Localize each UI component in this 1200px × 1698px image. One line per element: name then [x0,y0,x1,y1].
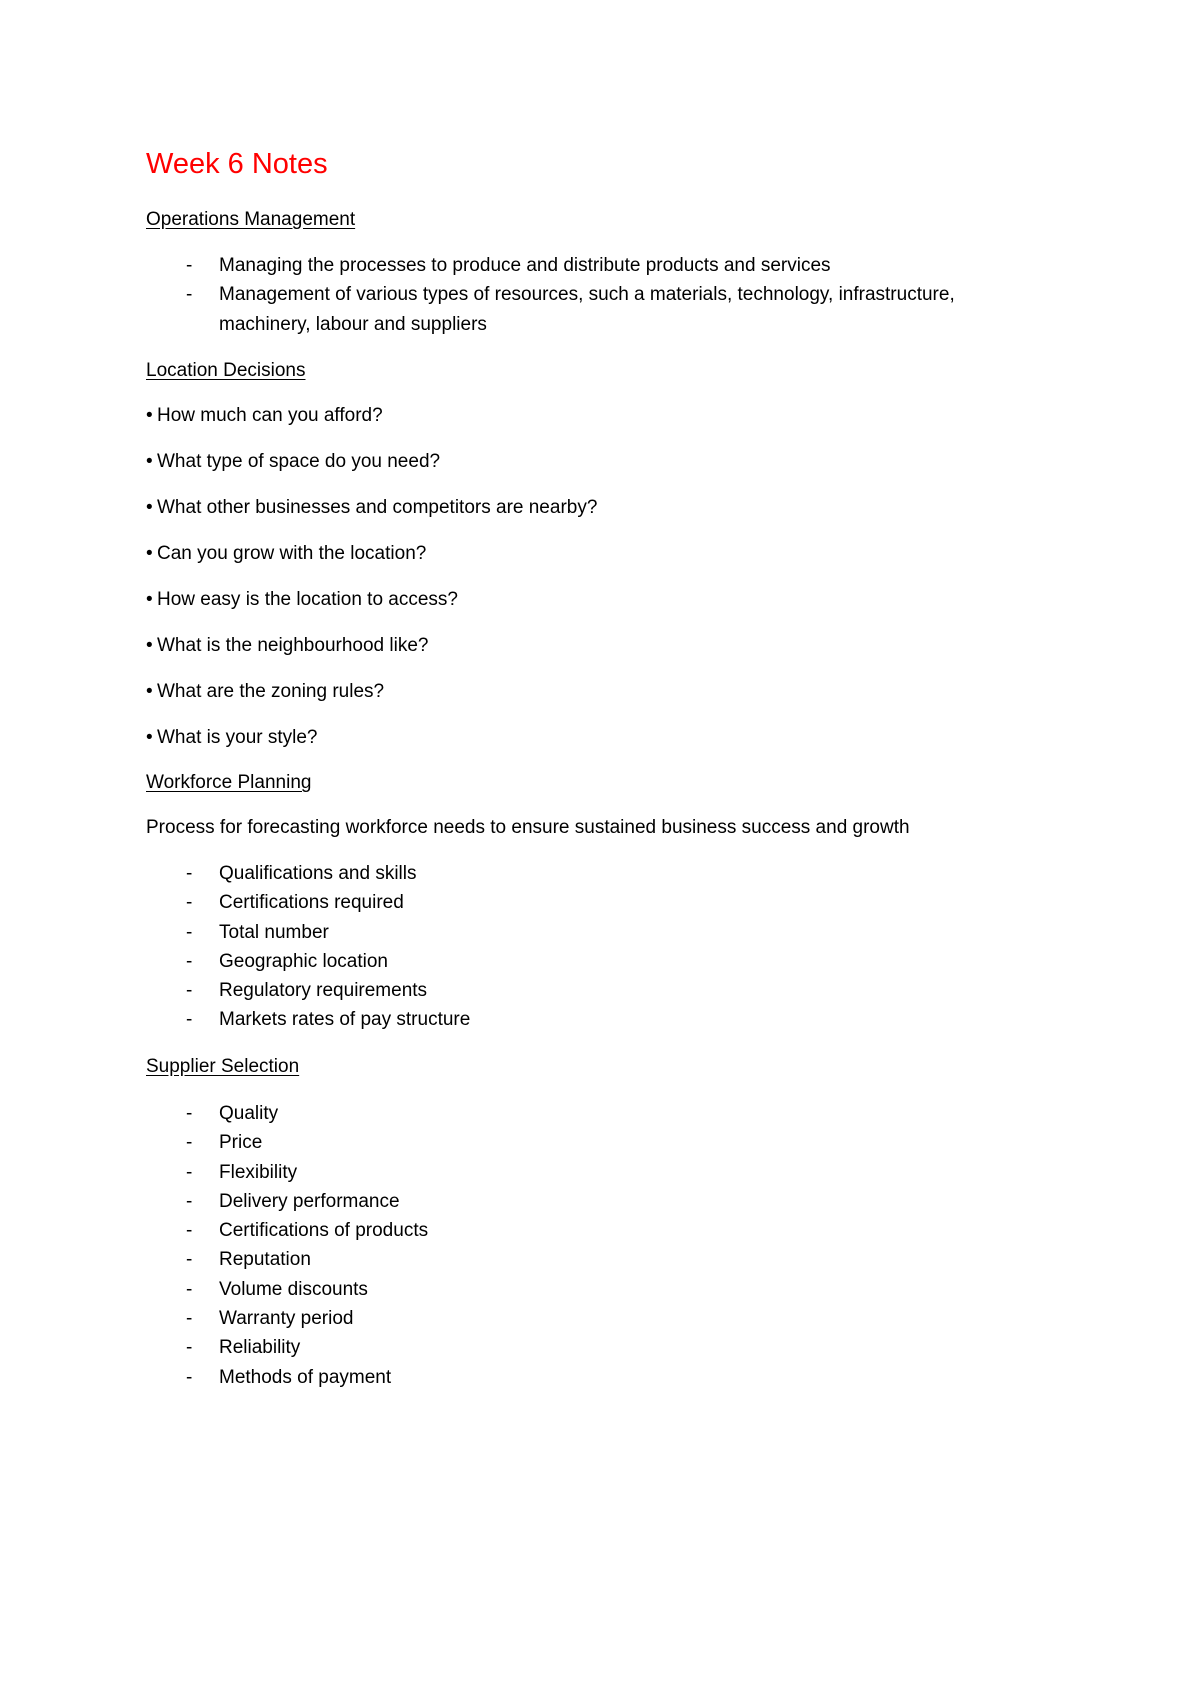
bullet-item-text: What are the zoning rules? [157,681,385,702]
bullet-item-text: How easy is the location to access? [157,589,458,610]
bullet-item [146,449,440,475]
list-item-text: Delivery performance [219,1190,400,1212]
dash-marker: - [186,892,193,914]
bullet-icon: • [146,635,153,656]
dash-marker: - [186,284,193,306]
dash-marker: - [186,1337,193,1359]
bullet-item-text: How much can you afford? [157,405,383,426]
heading-location-decisions: Location Decisions [146,360,306,381]
dash-marker: - [186,1132,193,1154]
list-item [146,1363,428,1392]
heading-workforce-planning: Workforce Planning [146,772,312,793]
dash-marker: - [186,863,193,884]
bullet-item [146,541,426,567]
bullet-item-text: What is the neighbourhood like? [157,635,429,656]
bullet-icon: • [146,681,153,702]
bullet-icon: • [146,497,153,518]
list-item [146,1099,428,1128]
list-item-text: Price [219,1132,263,1154]
list-item-text: Certifications of products [219,1220,429,1242]
dash-marker: - [186,1249,193,1271]
workforce-list [146,859,470,1035]
workforce-description: Process for forecasting workforce needs to ensure sustained business success and growth [146,817,910,838]
dash-marker: - [186,921,193,943]
bullet-item [146,633,428,659]
list-item-text: Methods of payment [219,1366,392,1388]
operations-list [146,251,1019,339]
dash-marker: - [186,1366,193,1388]
bullet-item [146,403,383,429]
dash-marker: - [186,1103,193,1124]
dash-marker: - [186,1190,193,1212]
list-item [146,976,470,1005]
list-item-text: Markets rates of pay structure [219,1009,471,1031]
bullet-icon: • [146,727,153,748]
list-item [146,1333,428,1362]
list-item [146,1304,428,1333]
list-item [146,1275,428,1304]
list-item-text: Flexibility [219,1161,298,1183]
list-item [146,1005,470,1034]
bullet-item [146,587,458,613]
list-item [146,859,470,888]
dash-marker: - [186,1009,193,1031]
list-item [146,280,1019,339]
dash-marker: - [186,980,193,1002]
list-item [146,1245,428,1274]
bullet-icon: • [146,405,153,426]
bullet-item [146,725,318,751]
dash-marker: - [186,1308,193,1330]
list-item-text: Managing the processes to produce and distribute products and services [219,255,831,276]
dash-marker: - [186,950,193,972]
supplier-list [146,1099,428,1392]
bullet-icon: • [146,543,153,564]
list-item-text: Reliability [219,1337,301,1359]
list-item [146,1216,428,1245]
list-item-text: Regulatory requirements [219,980,428,1002]
list-item-text: Quality [219,1103,279,1124]
list-item-text: Management of various types of resources, such a materials, technology, infrastructure, machinery, labour and suppliers [219,284,955,335]
list-item [146,251,1019,280]
bullet-item-text: Can you grow with the location? [157,543,427,564]
heading-supplier-selection: Supplier Selection [146,1056,300,1077]
list-item-text: Warranty period [219,1308,354,1330]
list-item-text: Certifications required [219,892,404,914]
dash-marker: - [186,255,193,276]
dash-marker: - [186,1220,193,1242]
list-item-text: Geographic location [219,950,388,972]
heading-operations-management: Operations Management [146,209,356,230]
list-item-text: Volume discounts [219,1278,368,1300]
list-item [146,1187,428,1216]
list-item [146,947,470,976]
bullet-icon: • [146,451,153,472]
bullet-icon: • [146,589,153,610]
list-item [146,1128,428,1157]
bullet-item [146,495,597,521]
list-item [146,918,470,947]
list-item-text: Qualifications and skills [219,863,417,884]
document-title: Week 6 Notes [146,148,328,180]
bullet-item-text: What other businesses and competitors are nearby? [157,497,598,518]
bullet-item-text: What is your style? [157,727,318,748]
list-item [146,1158,428,1187]
bullet-item-text: What type of space do you need? [157,451,441,472]
dash-marker: - [186,1161,193,1183]
bullet-item [146,679,384,705]
list-item-text: Reputation [219,1249,311,1271]
list-item [146,888,470,917]
list-item-text: Total number [219,921,329,943]
dash-marker: - [186,1278,193,1300]
